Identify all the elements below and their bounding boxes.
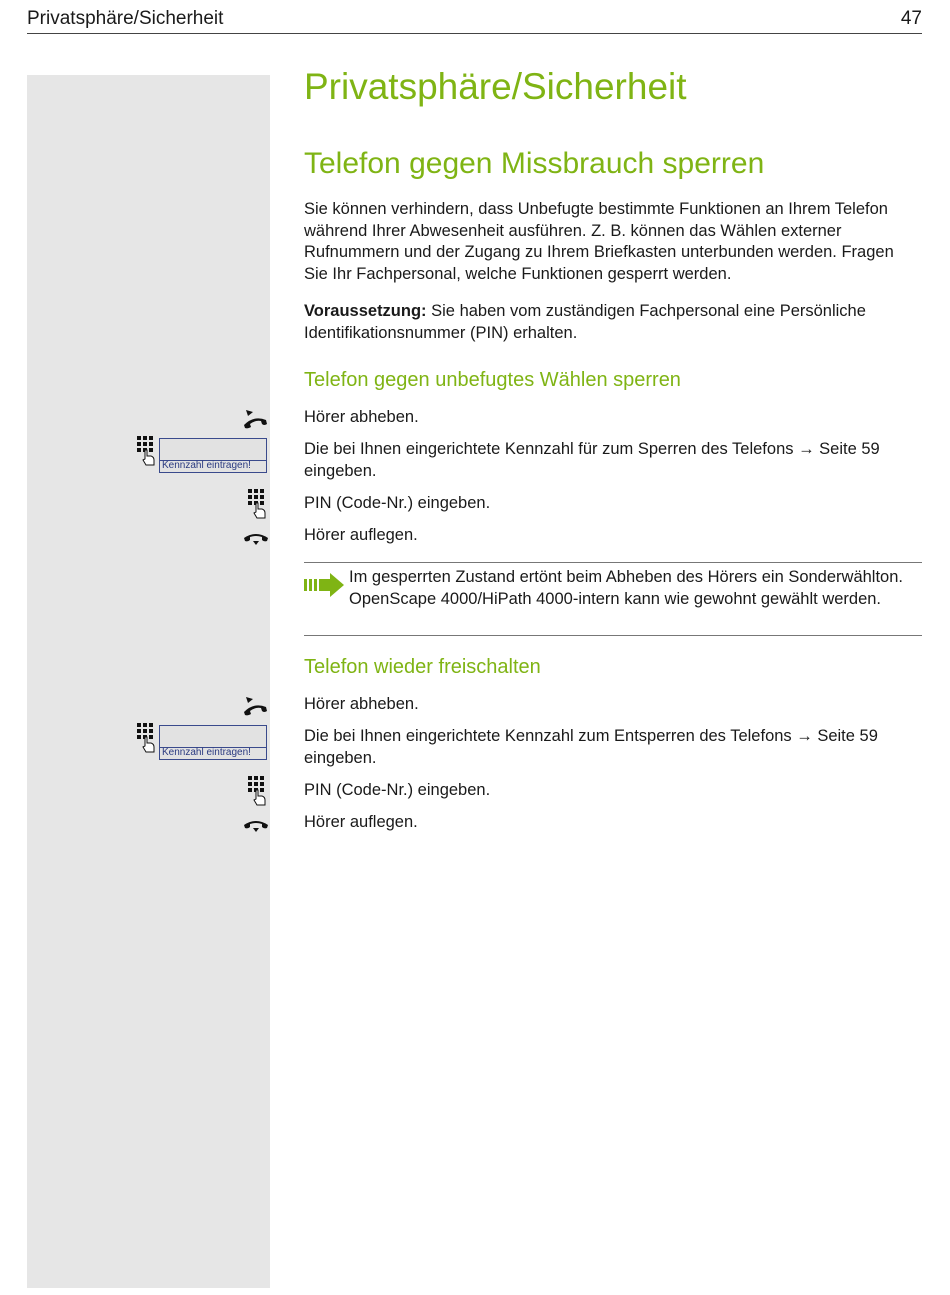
intro-paragraph: Sie können verhindern, dass Unbefugte bestimmte Funktionen an Ihrem Telefon während Ihrer Abwesenheit ausführen. Z. B. können das Wählen externer Rufnummern und der Zugang zu Ihrem Briefkasten unterbunden werden. Fragen Sie Ihr Fachpersonal, welche Funktionen gesperrt werden.	[304, 200, 894, 283]
lock-step-3: PIN (Code-Nr.) eingeben.	[304, 494, 491, 512]
unlock-section-title: Telefon wieder freischalten	[304, 656, 541, 678]
handset-hangup-icon	[242, 530, 270, 546]
prerequisite-paragraph	[304, 301, 922, 344]
prerequisite-text: Sie haben vom zuständigen Fachpersonal eine Persönliche Identifikationsnummer (PIN) erhalten.	[304, 302, 866, 342]
section-title: Telefon gegen Missbrauch sperren	[304, 147, 765, 180]
lock-step-1: Hörer abheben.	[304, 408, 419, 426]
kennzahl-field-label: Kennzahl eintragen!	[162, 747, 251, 758]
note-box	[304, 562, 922, 636]
keypad-icon	[137, 436, 157, 466]
unlock-step-3: PIN (Code-Nr.) eingeben.	[304, 781, 491, 799]
handset-lift-icon	[240, 407, 270, 429]
unlock-step-1: Hörer abheben.	[304, 695, 419, 713]
page-title: Privatsphäre/Sicherheit	[304, 66, 687, 107]
lock-section-title: Telefon gegen unbefugtes Wählen sperren	[304, 369, 681, 391]
lock-step-2: Die bei Ihnen eingerichtete Kennzahl für zum Sperren des Telefons → Seite 59 eingeben.	[304, 440, 880, 480]
lock-step-4: Hörer auflegen.	[304, 526, 418, 544]
sidebar-column	[27, 75, 270, 1288]
handset-lift-icon	[240, 694, 270, 716]
unlock-step-4: Hörer auflegen.	[304, 813, 418, 831]
page-header	[27, 8, 922, 34]
handset-hangup-icon	[242, 817, 270, 833]
note-arrow-icon	[304, 572, 344, 598]
keypad-icon	[248, 776, 268, 806]
keypad-icon	[137, 723, 157, 753]
kennzahl-field	[159, 438, 267, 473]
unlock-step-2: Die bei Ihnen eingerichtete Kennzahl zum Entsperren des Telefons → Seite 59 eingeben.	[304, 727, 878, 767]
prerequisite-label: Voraussetzung:	[304, 302, 427, 320]
page-number: 47	[900, 8, 922, 29]
header-title: Privatsphäre/Sicherheit	[27, 8, 224, 29]
keypad-icon	[248, 489, 268, 519]
kennzahl-field-label: Kennzahl eintragen!	[162, 460, 251, 471]
note-text: Im gesperrten Zustand ertönt beim Abheben des Hörers ein Sonderwählton. OpenScape 4000/HiPath 4000-intern kann wie gewohnt gewählt werden.	[349, 568, 903, 608]
kennzahl-field	[159, 725, 267, 760]
